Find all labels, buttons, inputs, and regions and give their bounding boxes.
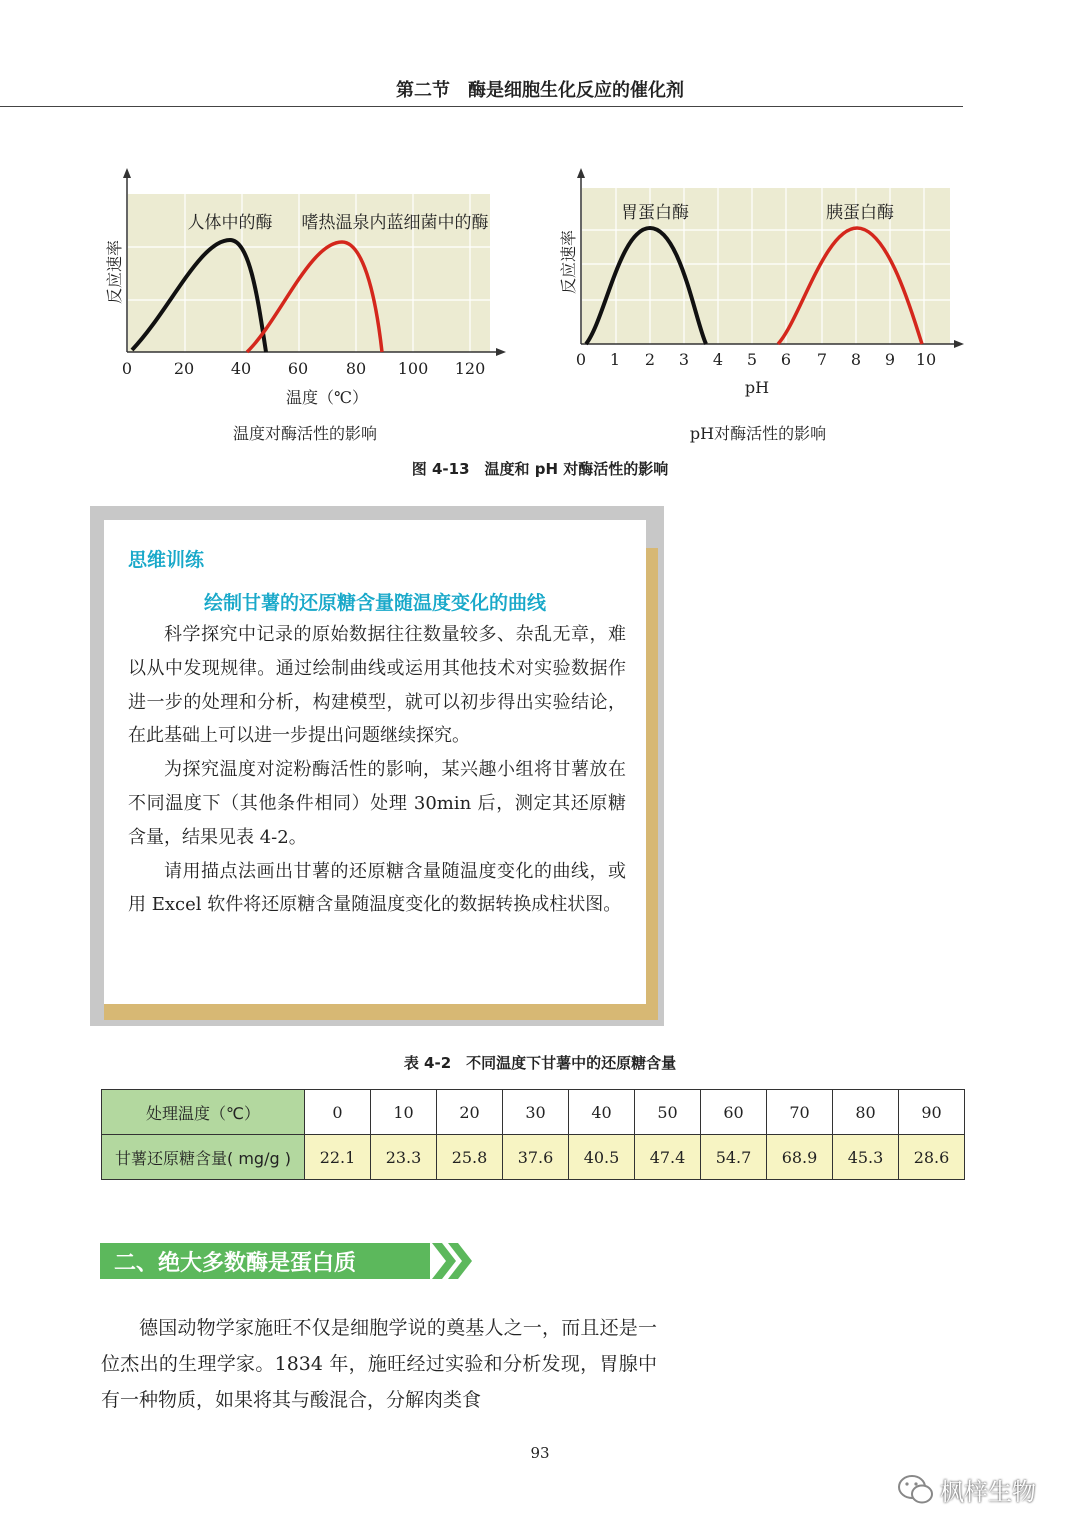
ph-tick: 3 — [678, 350, 690, 369]
table-cell: 22.1 — [305, 1135, 371, 1180]
figure-caption: 图 4-13 温度和 pH 对酶活性的影响 — [411, 460, 669, 478]
temp-tick: 20 — [173, 359, 195, 378]
temperature-chart-ylabel: 反应速率 — [105, 239, 124, 305]
table-cell: 40.5 — [569, 1135, 635, 1180]
ph-chart — [559, 168, 964, 443]
thinking-box-paragraph: 科学探究中记录的原始数据往往数量较多、杂乱无章，难以从中发现规律。通过绘制曲线或运用其他技术对实验数据作进一步的处理和分析，构建模型，就可以初步得出实验结论，在此基础上可以进一步提出问题继续探究。 — [128, 624, 626, 747]
table-row — [102, 1090, 965, 1135]
temp-tick: 80 — [345, 359, 367, 378]
thinking-box-paragraph: 请用描点法画出甘薯的还原糖含量随温度变化的曲线，或用 Excel 软件将还原糖含量随温度变化的数据转换成柱状图。 — [128, 860, 626, 916]
ph-tick: 2 — [644, 350, 656, 369]
temp-tick: 60 — [287, 359, 309, 378]
table-cell: 70 — [767, 1090, 833, 1135]
double-chevron-icon — [432, 1243, 476, 1279]
temperature-chart-xlabel: 温度（℃） — [286, 388, 368, 407]
table-cell: 0 — [305, 1090, 371, 1135]
table-cell: 20 — [437, 1090, 503, 1135]
page-header-title: 第二节 酶是细胞生化反应的催化剂 — [396, 80, 684, 101]
table-cell: 68.9 — [767, 1135, 833, 1180]
table-cell: 28.6 — [899, 1135, 965, 1180]
table-cell: 47.4 — [635, 1135, 701, 1180]
human-enzyme-label: 人体中的酶 — [187, 213, 273, 233]
table-row-header: 处理温度（℃） — [102, 1090, 305, 1135]
ph-chart-xlabel: pH — [744, 378, 770, 397]
thinking-box-paragraph: 为探究温度对淀粉酶活性的影响，某兴趣小组将甘薯放在不同温度下（其他条件相同）处理 30min 后，测定其还原糖含量，结果见表 4-2。 — [128, 759, 626, 848]
section-title: 二、绝大多数酶是蛋白质 — [114, 1251, 357, 1276]
pepsin-label: 胃蛋白酶 — [621, 203, 689, 223]
table-row-header: 甘薯还原糖含量( mg/g ) — [102, 1135, 305, 1180]
sugar-content-table — [101, 1089, 965, 1180]
table-cell: 30 — [503, 1090, 569, 1135]
table-cell: 40 — [569, 1090, 635, 1135]
thinking-box-heading: 思维训练 — [128, 549, 205, 571]
wechat-icon — [896, 1470, 936, 1510]
ph-tick: 8 — [850, 350, 862, 369]
ph-chart-ylabel: 反应速率 — [559, 229, 578, 295]
table-row — [102, 1135, 965, 1180]
temperature-chart-y-arrow — [123, 168, 131, 178]
enzyme-activity-figure — [0, 160, 1080, 490]
temp-tick: 0 — [121, 359, 133, 378]
temp-tick: 120 — [454, 359, 486, 378]
body-text — [101, 1310, 657, 1418]
table-cell: 50 — [635, 1090, 701, 1135]
table-cell: 45.3 — [833, 1135, 899, 1180]
thinking-box-accent-right — [646, 548, 658, 1004]
ph-tick: 5 — [746, 350, 758, 369]
ph-chart-subcaption: pH对酶活性的影响 — [689, 424, 827, 443]
ph-chart-y-arrow — [577, 168, 585, 178]
table-cell: 54.7 — [701, 1135, 767, 1180]
ph-chart-ticks — [576, 350, 936, 369]
table-cell: 10 — [371, 1090, 437, 1135]
temperature-chart — [105, 168, 506, 443]
table-cell: 90 — [899, 1090, 965, 1135]
ph-chart-x-arrow — [954, 340, 964, 348]
header-divider — [0, 106, 963, 107]
body-paragraph: 德国动物学家施旺不仅是细胞学说的奠基人之一，而且还是一位杰出的生理学家。1834 年，施旺经过实验和分析发现，胃腺中有一种物质，如果将其与酸混合，分解肉类食 — [101, 1317, 657, 1411]
page-number: 93 — [530, 1444, 550, 1462]
ph-tick: 1 — [609, 350, 621, 369]
table-cell: 60 — [701, 1090, 767, 1135]
ph-tick: 0 — [575, 350, 587, 369]
table-cell: 23.3 — [371, 1135, 437, 1180]
temperature-chart-ticks — [122, 359, 485, 378]
temp-tick: 40 — [230, 359, 252, 378]
temperature-chart-x-arrow — [496, 348, 506, 356]
ph-tick: 6 — [780, 350, 792, 369]
table-caption: 表 4-2 不同温度下甘薯中的还原糖含量 — [403, 1054, 677, 1072]
trypsin-label: 胰蛋白酶 — [826, 203, 894, 223]
thermophile-enzyme-label: 嗜热温泉内蓝细菌中的酶 — [301, 213, 489, 233]
ph-tick: 10 — [915, 350, 937, 369]
ph-tick: 7 — [816, 350, 828, 369]
ph-tick: 4 — [712, 350, 724, 369]
ph-tick: 9 — [884, 350, 896, 369]
table-cell: 37.6 — [503, 1135, 569, 1180]
temperature-chart-subcaption: 温度对酶活性的影响 — [232, 424, 378, 443]
thinking-box-accent-bottom — [104, 1004, 658, 1020]
thinking-box-subheading: 绘制甘薯的还原糖含量随温度变化的曲线 — [203, 592, 546, 614]
temp-tick: 100 — [397, 359, 429, 378]
table-cell: 25.8 — [437, 1135, 503, 1180]
table-cell: 80 — [833, 1090, 899, 1135]
watermark-text: 枫梓生物 — [940, 1478, 1036, 1506]
thinking-box-body — [128, 618, 626, 922]
